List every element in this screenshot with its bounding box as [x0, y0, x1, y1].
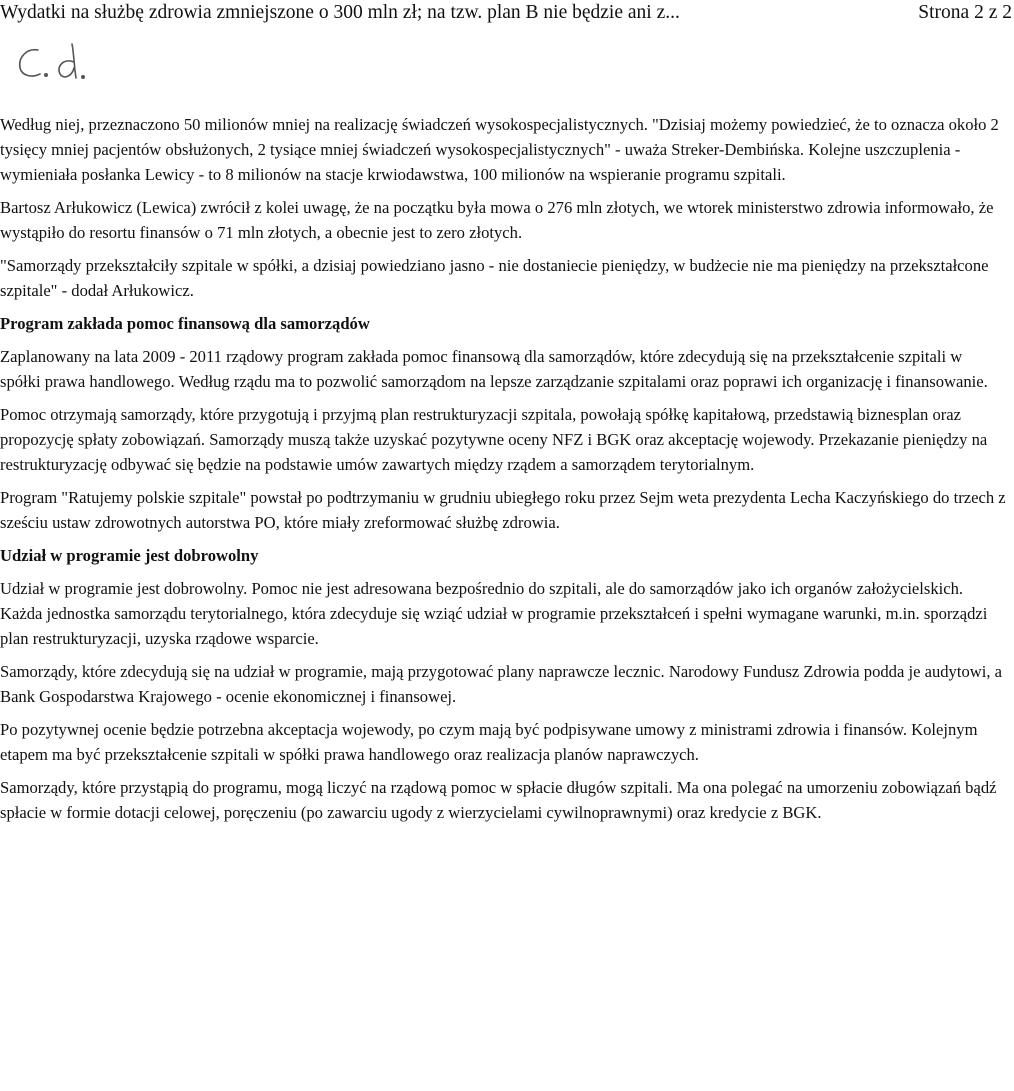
- section-heading: Udział w programie jest dobrowolny: [0, 546, 259, 565]
- paragraph: Samorządy, które przystąpią do programu, mogą liczyć na rządową pomoc w spłacie długów szpitali. Ma ona polegać na umorzeniu zobowiązań bądź spłacie w formie dotacji celowej, poręczeniu (po zawarciu ugody z wierzycielami cywilnoprawnymi) oraz kredycie z BGK.: [0, 778, 997, 822]
- page-number: Strona 2 z 2: [918, 2, 1012, 23]
- paragraph: Program "Ratujemy polskie szpitale" powstał po podtrzymaniu w grudniu ubiegłego roku przez Sejm weta prezydenta Lecha Kaczyńskiego do trzech z sześciu ustaw zdrowotnych autorstwa PO, które miały zreformować służbę zdrowia.: [0, 488, 1006, 532]
- section-heading: Program zakłada pomoc finansową dla samorządów: [0, 314, 370, 333]
- paragraph: Udział w programie jest dobrowolny. Pomoc nie jest adresowana bezpośrednio do szpitali, ale do samorządów jako ich organów założycielskich. Każda jednostka samorządu terytorialnego, która zdecyduje się wziąć udział w programie przekształceń i spełni wymagane warunki, m.in. sporządzi plan restrukturyzacji, uzyska rządowe wsparcie.: [0, 579, 988, 648]
- paragraph: Bartosz Arłukowicz (Lewica) zwrócił z kolei uwagę, że na początku była mowa o 276 mln złotych, we wtorek ministerstwo zdrowia informowało, że wystąpiło do resortu finansów o 71 mln złotych, a obecnie jest to zero złotych.: [0, 198, 994, 242]
- paragraph: Zaplanowany na lata 2009 - 2011 rządowy program zakłada pomoc finansową dla samorządów, które zdecydują się na przekształcenie szpitali w spółki prawa handlowego. Według rządu ma to pozwolić samorządom na lepsze zarządzanie szpitalami oraz poprawi ich organizację i finansowanie.: [0, 347, 988, 391]
- article-title: Wydatki na służbę zdrowia zmniejszone o 300 mln zł; na tzw. plan B nie będzie ani z...: [0, 2, 680, 23]
- paragraph: Według niej, przeznaczono 50 milionów mniej na realizację świadczeń wysokospecjalistycznych. "Dzisiaj możemy powiedzieć, że to oznacza około 2 tysięcy mniej pacjentów obsłużonych, 2 tysiące mniej świadczeń wysokospecjalistycznych" - uważa Streker-Dembińska. Kolejne uszczuplenia - wymieniała posłanka Lewicy - to 8 milionów na stacje krwiodawstwa, 100 milionów na wspieranie programu szpitali.: [0, 115, 999, 184]
- handwritten-note-cd: [16, 36, 126, 84]
- page-header: [0, 0, 1014, 34]
- paragraph: Po pozytywnej ocenie będzie potrzebna akceptacja wojewody, po czym mają być podpisywane umowy z ministrami zdrowia i finansów. Kolejnym etapem ma być przekształcenie szpitali w spółki prawa handlowego oraz realizacja planów naprawczych.: [0, 720, 978, 764]
- paragraph: Pomoc otrzymają samorządy, które przygotują i przyjmą plan restrukturyzacji szpitala, powołają spółkę kapitałową, przedstawią biznesplan oraz propozycję spłaty zobowiązań. Samorządy muszą także uzyskać pozytywne oceny NFZ i BGK oraz akceptację wojewody. Przekazanie pieniędzy na restrukturyzację odbywać się będzie na podstawie umów zawartych między rządem a samorządem terytorialnym.: [0, 405, 988, 474]
- article-body: [0, 112, 1006, 833]
- paragraph: "Samorządy przekształciły szpitale w spółki, a dzisiaj powiedziano jasno - nie dostaniecie pieniędzy, w budżecie nie ma pieniędzy na przekształcone szpitale" - dodał Arłukowicz.: [0, 256, 989, 300]
- paragraph: Samorządy, które zdecydują się na udział w programie, mają przygotować plany naprawcze lecznic. Narodowy Fundusz Zdrowia podda je audytowi, a Bank Gospodarstwa Krajowego - ocenie ekonomicznej i finansowej.: [0, 662, 1003, 706]
